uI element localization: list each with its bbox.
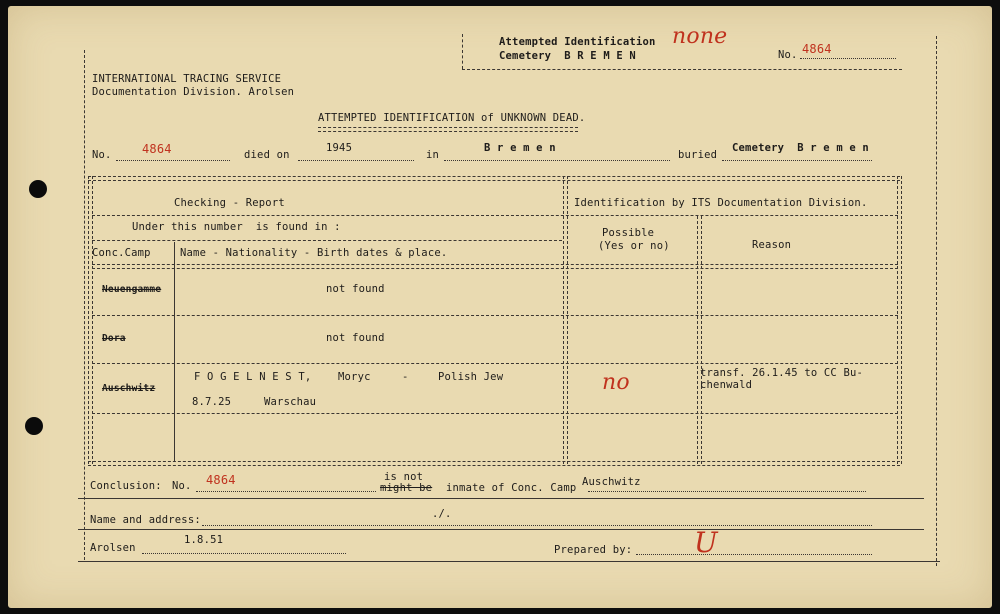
- name-address-label: Name and address:: [90, 514, 201, 526]
- table-row-rule-1: [92, 315, 898, 316]
- header-no-dots: [800, 58, 896, 59]
- table-row-rule-2: [92, 363, 898, 364]
- possible-answer: no: [602, 370, 630, 395]
- conclusion-label: Conclusion:: [90, 480, 162, 492]
- place-dots: [444, 160, 670, 161]
- buried-value: Cemetery B r e m e n: [732, 142, 869, 154]
- table-right-border: [897, 176, 902, 464]
- table-row-details: not found: [326, 283, 385, 295]
- table-header-bottom: [92, 264, 898, 269]
- reason-line1: transf. 26.1.45 to CC Bu-: [700, 367, 864, 379]
- conclusion-no-value: 4864: [206, 473, 236, 487]
- header-no-label: No.: [778, 49, 798, 61]
- table-row-details: not found: [326, 332, 385, 344]
- punch-hole-bottom: [25, 417, 43, 435]
- frame-bottom-line: [78, 561, 940, 562]
- record-no-dots: [116, 160, 230, 161]
- table-row-camp: Dora: [102, 333, 126, 344]
- conclusion-no-label: No.: [172, 480, 192, 492]
- conclusion-camp: Auschwitz: [582, 476, 641, 488]
- camp-column-header: Conc.Camp: [92, 247, 151, 259]
- org-name: INTERNATIONAL TRACING SERVICE: [92, 73, 282, 85]
- table-row-rule-3: [92, 413, 898, 414]
- name-address-rule: [78, 529, 924, 530]
- conclusion-no-dots: [196, 491, 376, 492]
- footer-date-dots: [142, 553, 346, 554]
- table-bottom-border: [88, 461, 900, 466]
- surname: F O G E L N E S T,: [194, 371, 312, 383]
- possible-header-line2: (Yes or no): [598, 240, 670, 252]
- conclusion-rule: [78, 498, 924, 499]
- table-rule-2: [92, 240, 562, 241]
- header-no-value: 4864: [802, 42, 832, 56]
- record-no-value: 4864: [142, 142, 172, 156]
- table-reason-divider: [697, 216, 702, 464]
- frame-right-line: [936, 36, 937, 566]
- died-on-value: 1945: [326, 142, 353, 154]
- in-label: in: [426, 149, 440, 161]
- table-row-camp: Auschwitz: [102, 383, 156, 394]
- table-left-border: [88, 176, 93, 464]
- reason-line2: chenwald: [700, 379, 753, 391]
- prepared-by-dots: [636, 554, 872, 555]
- conclusion-camp-dots: [588, 491, 866, 492]
- index-card: [8, 6, 992, 608]
- conclusion-struck-word: might be: [380, 482, 433, 494]
- died-on-label: died on: [244, 149, 290, 161]
- form-title: ATTEMPTED IDENTIFICATION of UNKNOWN DEAD.: [318, 112, 586, 124]
- table-middle-divider: [563, 176, 568, 464]
- table-top-border: [88, 176, 900, 181]
- header-box-line1: Attempted Identification: [499, 36, 656, 48]
- details-column-header: Name - Nationality - Birth dates & place.: [180, 247, 448, 259]
- prepared-by-label: Prepared by:: [554, 544, 633, 556]
- punch-hole-top: [29, 180, 47, 198]
- footer-place: Arolsen: [90, 542, 136, 554]
- table-rule-1: [92, 215, 898, 216]
- birth-date: 8.7.25: [192, 396, 232, 408]
- checking-report-header: Checking - Report: [174, 197, 285, 209]
- buried-label: buried: [678, 149, 718, 161]
- handwritten-none-mark: none: [672, 24, 728, 49]
- header-box-line2: Cemetery B R E M E N: [499, 50, 636, 62]
- table-camp-divider: [174, 242, 175, 461]
- table-row-camp: Neuengamme: [102, 284, 162, 295]
- title-underline: [318, 127, 578, 132]
- header-box-bottom: [462, 69, 902, 70]
- place-value: B r e m e n: [484, 142, 556, 154]
- preparer-signature: U: [694, 526, 718, 559]
- org-division: Documentation Division. Arolsen: [92, 86, 295, 98]
- frame-left-line: [84, 50, 85, 560]
- firstname: Moryc: [338, 371, 371, 383]
- died-on-dots: [298, 160, 414, 161]
- conclusion-inmate-text: inmate of Conc. Camp: [446, 482, 577, 494]
- name-address-dots: [202, 525, 872, 526]
- buried-dots: [722, 160, 872, 161]
- conclusion-is-not: is not: [384, 471, 424, 483]
- header-box-left: [462, 34, 463, 69]
- possible-header-line1: Possible: [602, 227, 655, 239]
- footer-date: 1.8.51: [184, 534, 224, 546]
- nationality: Polish Jew: [438, 371, 504, 383]
- identification-header: Identification by ITS Documentation Division.: [574, 197, 868, 209]
- name-dash: -: [402, 371, 409, 383]
- reason-header: Reason: [752, 239, 792, 251]
- record-no-label: No.: [92, 149, 112, 161]
- under-number-header: Under this number is found in :: [132, 221, 341, 233]
- birth-place: Warschau: [264, 396, 317, 408]
- name-address-value: ./.: [432, 508, 452, 520]
